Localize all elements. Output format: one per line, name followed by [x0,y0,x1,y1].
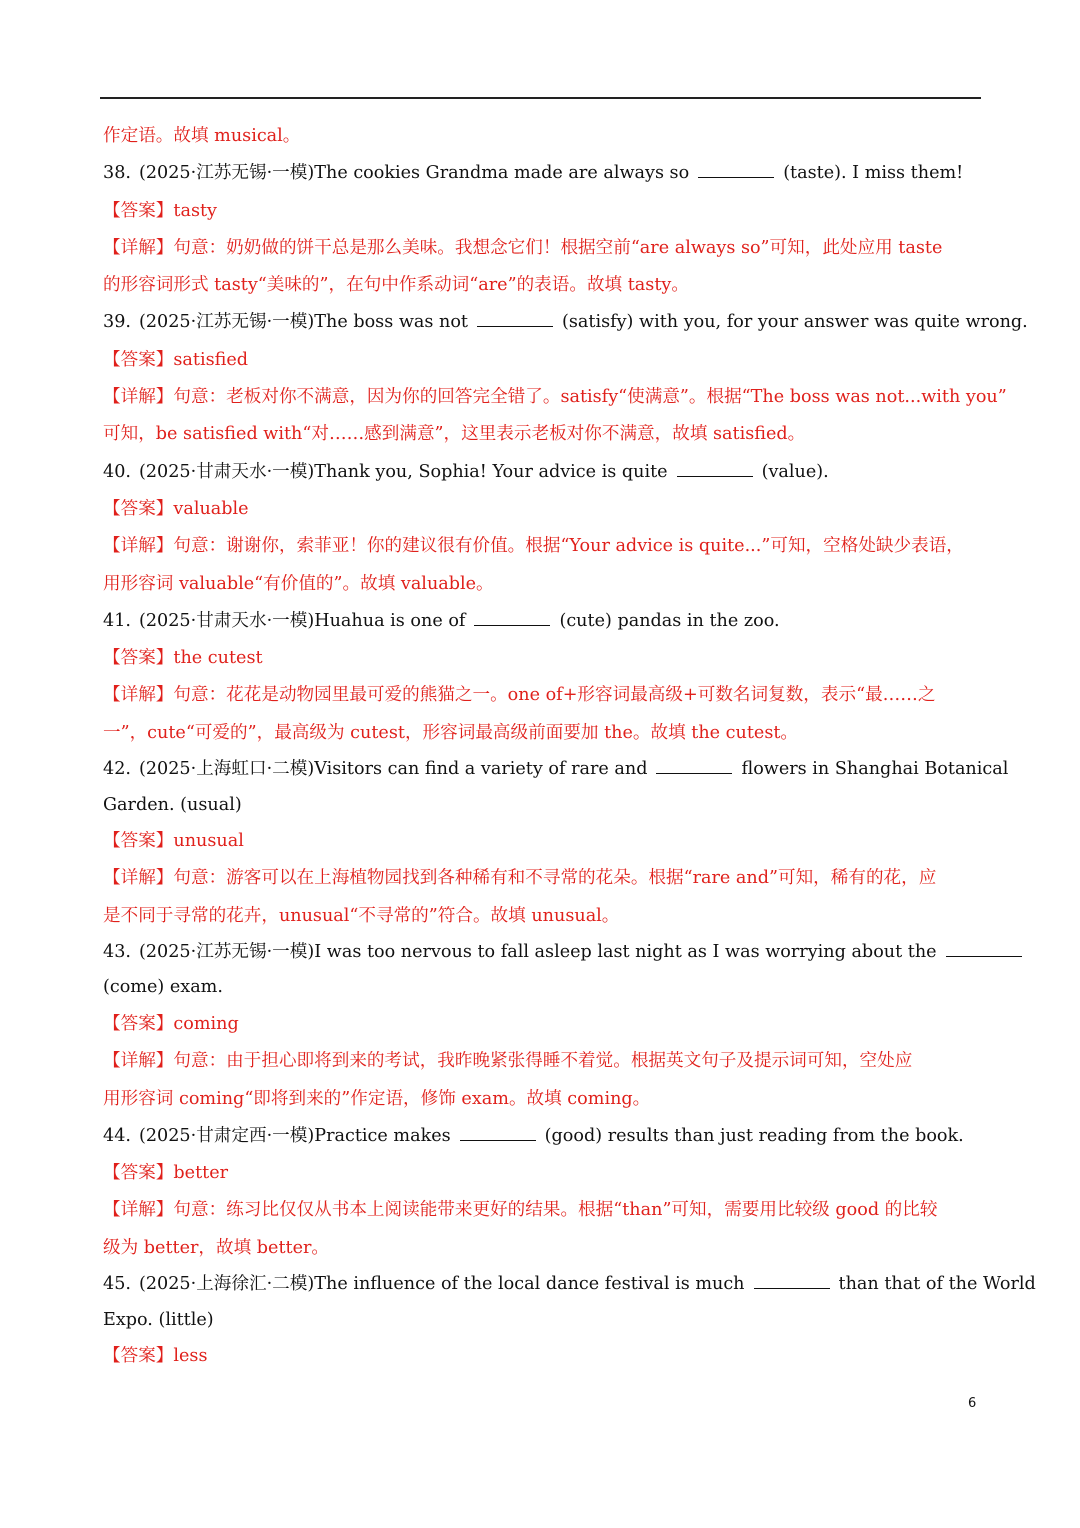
detail-39-line2: 可知，be satisfied with“对……感到满意”，这里表示老板对你不满意，故填 satisfied。 [103,424,806,445]
question-39 [103,304,1028,341]
answer-45 [103,1338,983,1375]
answer-blank [656,761,732,774]
answer-tag: 【答案】 [103,1346,174,1367]
question-43-continuation: (come) exam. [103,977,223,998]
answer-tag: 【答案】 [103,648,174,669]
detail-44-line1: 【详解】句意：练习比仅仅从书本上阅读能带来更好的结果。根据“than”可知，需要用比较级 good 的比较 [103,1200,938,1221]
question-number: 44. [103,1125,131,1146]
question-source: (2025·江苏无锡·一模) [138,312,315,333]
answer-value: better [173,1163,229,1184]
page-number: 6 [968,1396,977,1411]
answer-value: coming [173,1013,239,1034]
question-source: (2025·上海虹口·二模) [138,759,315,780]
answer-tag: 【答案】 [103,200,174,221]
answer-40 [103,491,983,528]
question-number: 39. [103,312,131,333]
question-number: 45. [103,1274,131,1295]
question-42-continuation: Garden. (usual) [103,794,242,815]
detail-40-line1: 【详解】句意：谢谢你，索菲亚！你的建议很有价值。根据“Your advice is quite...”可知，空格处缺少表语， [103,536,964,557]
answer-43 [103,1006,983,1043]
question-text: The cookies Grandma made are always so [314,163,690,184]
question-hint: (good) results than just reading from the book. [544,1125,964,1146]
answer-tag: 【答案】 [103,1163,174,1184]
question-text: I was too nervous to fall asleep last night as I was worrying about the [314,941,937,962]
question-hint: flowers in Shanghai Botanical [741,759,1009,780]
answer-42 [103,823,983,860]
answer-blank [474,613,550,626]
detail-41-line2: 一”，cute“可爱的”，最高级为 cutest，形容词最高级前面要加 the。故填 the cutest。 [103,722,799,743]
detail-42-line2: 是不同于寻常的花卉，unusual“不寻常的”符合。故填 unusual。 [103,905,620,926]
detail-40-line2: 用形容词 valuable“有价值的”。故填 valuable。 [103,573,494,594]
question-text: The influence of the local dance festival is much [314,1274,745,1295]
page-content [103,118,1036,1375]
question-source: (2025·甘肃天水·一模) [138,461,315,482]
answer-blank [946,944,1022,957]
detail-42-line1: 【详解】句意：游客可以在上海植物园找到各种稀有和不寻常的花朵。根据“rare and”可知，稀有的花，应 [103,868,937,889]
question-hint: (value). [761,461,829,482]
answer-tag: 【答案】 [103,831,174,852]
question-hint: than that of the World [838,1274,1036,1295]
question-source: (2025·江苏无锡·一模) [138,941,315,962]
question-source: (2025·江苏无锡·一模) [138,163,315,184]
detail-39-line1: 【详解】句意：老板对你不满意，因为你的回答完全错了。satisfy“使满意”。根据“The boss was not...with you” [103,387,1007,408]
question-42 [103,752,1009,788]
detail-38-line1: 【详解】句意：奶奶做的饼干总是那么美味。我想念它们！根据空前“are always so”可知，此处应用 taste [103,237,943,258]
answer-blank [460,1128,536,1141]
question-source: (2025·上海徐汇·二模) [138,1274,315,1295]
question-38 [103,155,983,192]
question-43 [103,935,983,971]
question-number: 41. [103,610,131,631]
question-number: 38. [103,163,131,184]
answer-tag: 【答案】 [103,498,174,519]
question-44 [103,1118,983,1155]
detail-38-line2: 的形容词形式 tasty“美味的”，在句中作系动词“are”的表语。故填 tasty。 [103,275,689,296]
answer-41 [103,640,983,677]
answer-blank [754,1276,830,1289]
question-number: 40. [103,461,131,482]
question-number: 43. [103,941,131,962]
answer-value: satisfied [173,349,249,370]
question-source: (2025·甘肃天水·一模) [138,610,315,631]
detail-44-line2: 级为 better，故填 better。 [103,1237,330,1258]
question-hint: (cute) pandas in the zoo. [559,610,780,631]
question-text: The boss was not [314,312,468,333]
question-hint: (taste). I miss them! [783,163,964,184]
detail-continuation: 作定语。故填 musical。 [103,126,301,146]
question-source: (2025·甘肃定西·一模) [138,1125,315,1146]
question-40 [103,454,983,491]
question-41 [103,603,983,640]
detail-41-line1: 【详解】句意：花花是动物园里最可爱的熊猫之一。one of+形容词最高级+可数名词复数，表示“最……之 [103,685,936,706]
answer-44 [103,1155,983,1192]
answer-39 [103,342,983,379]
question-text: Thank you, Sophia! Your advice is quite [314,461,668,482]
answer-tag: 【答案】 [103,349,174,370]
answer-tag: 【答案】 [103,1013,174,1034]
answer-38 [103,193,983,230]
answer-blank [698,165,774,178]
answer-blank [677,464,753,477]
answer-value: the cutest [173,648,263,669]
question-text: Practice makes [314,1125,451,1146]
answer-value: tasty [173,200,217,221]
question-45 [103,1267,1036,1303]
question-text: Visitors can find a variety of rare and [314,759,648,780]
detail-43-line1: 【详解】句意：由于担心即将到来的考试，我昨晚紧张得睡不着觉。根据英文句子及提示词可知，空处应 [103,1051,913,1072]
question-text: Huahua is one of [314,610,466,631]
question-45-continuation: Expo. (little) [103,1309,214,1330]
header-rule [100,97,981,99]
detail-43-line2: 用形容词 coming“即将到来的”作定语，修饰 exam。故填 coming。 [103,1088,651,1109]
answer-blank [477,314,553,327]
question-hint: (satisfy) with you, for your answer was quite wrong. [562,312,1028,333]
answer-value: less [173,1346,208,1367]
question-number: 42. [103,759,131,780]
answer-value: valuable [173,498,249,519]
answer-value: unusual [173,831,244,852]
